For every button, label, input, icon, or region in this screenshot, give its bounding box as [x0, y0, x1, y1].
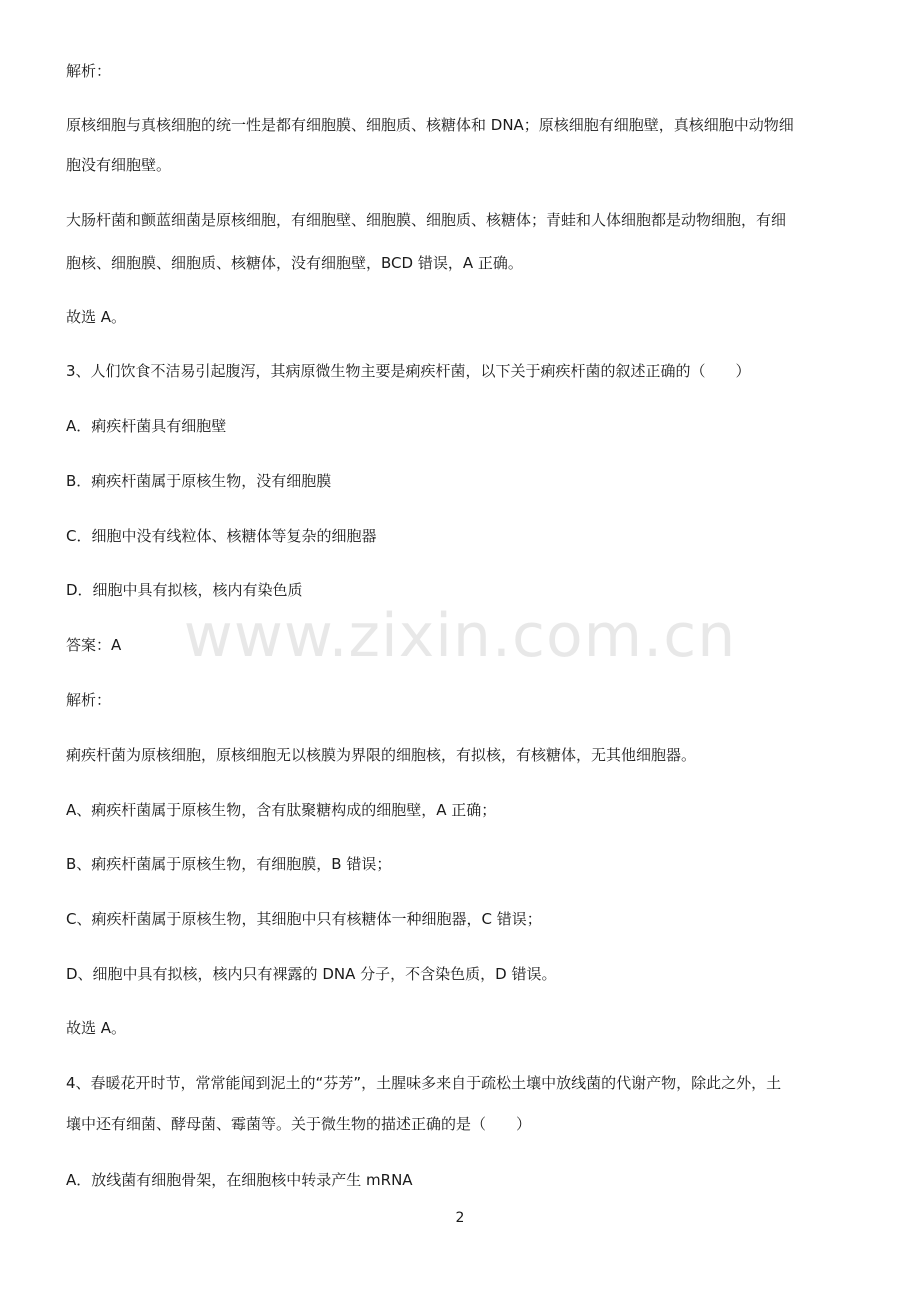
page-number: 2	[455, 1210, 465, 1226]
analysis-label: 解析：	[66, 62, 112, 80]
question-3-analysis-line: B、痢疾杆菌属于原核生物，有细胞膜，B 错误；	[66, 855, 392, 873]
question-3-option-d: D．细胞中具有拟核，核内有染色质	[66, 581, 303, 599]
question-4-stem-line-1: 4、春暖花开时节，常常能闻到泥土的“芬芳”，土腥味多来自于疏松土壤中放线菌的代谢产物，除此之外，土	[66, 1074, 782, 1092]
question-3-answer: 答案：A	[66, 636, 122, 654]
question-3-option-b: B．痢疾杆菌属于原核生物，没有细胞膜	[66, 472, 332, 490]
analysis-paragraph-2-line-1: 大肠杆菌和颤蓝细菌是原核细胞，有细胞壁、细胞膜、细胞质、核糖体；青蛙和人体细胞都是动物细胞，有细	[66, 211, 787, 229]
analysis-paragraph-1-line-2: 胞没有细胞壁。	[66, 156, 172, 174]
question-3-analysis-line: C、痢疾杆菌属于原核生物，其细胞中只有核糖体一种细胞器，C 错误；	[66, 910, 542, 928]
question-3-analysis-line: A、痢疾杆菌属于原核生物，含有肽聚糖构成的细胞壁，A 正确；	[66, 801, 497, 819]
question-3-analysis-line: D、细胞中具有拟核，核内只有裸露的 DNA 分子，不含染色质，D 错误。	[66, 965, 557, 983]
question-3-analysis-line: 痢疾杆菌为原核细胞，原核细胞无以核膜为界限的细胞核，有拟核，有核糖体，无其他细胞器。	[66, 746, 697, 764]
question-4-stem-line-2: 壤中还有细菌、酵母菌、霉菌等。关于微生物的描述正确的是（ ）	[66, 1115, 532, 1133]
conclusion: 故选 A。	[66, 308, 127, 326]
analysis-paragraph-1-line-1: 原核细胞与真核细胞的统一性是都有细胞膜、细胞质、核糖体和 DNA；原核细胞有细胞壁，真核细胞中动物细	[66, 116, 794, 134]
question-3-option-c: C．细胞中没有线粒体、核糖体等复杂的细胞器	[66, 527, 377, 545]
question-4-option-a: A．放线菌有细胞骨架，在细胞核中转录产生 mRNA	[66, 1171, 413, 1189]
question-3-stem: 3、人们饮食不洁易引起腹泻，其病原微生物主要是痢疾杆菌，以下关于痢疾杆菌的叙述正确的（ ）	[66, 362, 751, 380]
question-3-conclusion: 故选 A。	[66, 1019, 127, 1037]
analysis-paragraph-2-line-2: 胞核、细胞膜、细胞质、核糖体，没有细胞壁，BCD 错误，A 正确。	[66, 254, 523, 272]
question-3-option-a: A．痢疾杆菌具有细胞壁	[66, 417, 227, 435]
watermark: www.zixin.com.cn	[183, 601, 737, 671]
question-3-analysis-label: 解析：	[66, 691, 112, 709]
